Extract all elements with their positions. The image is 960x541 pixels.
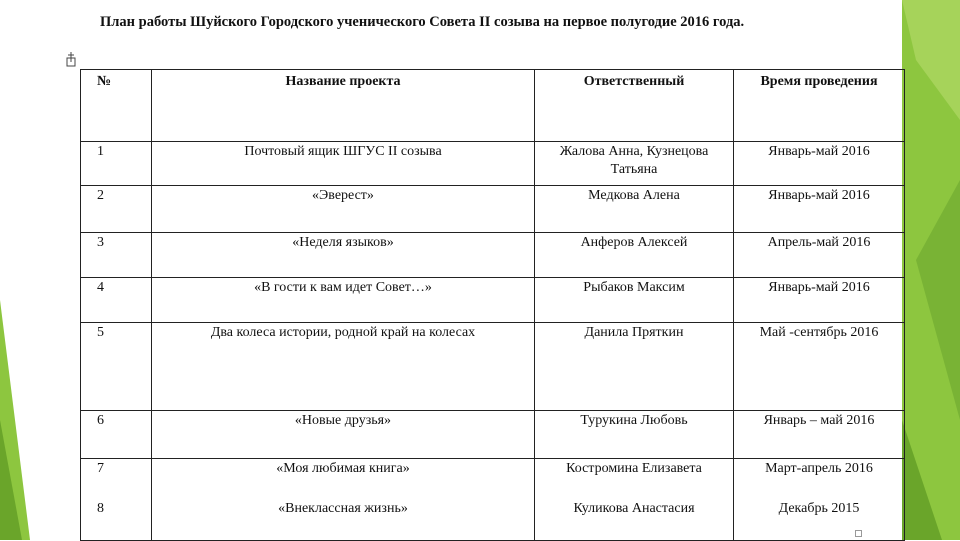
row-project-name: «Неделя языков» — [152, 233, 535, 278]
row-num: 8 — [97, 501, 104, 516]
table-row — [81, 323, 905, 411]
decorative-green-triangle — [0, 300, 34, 540]
row-time: Апрель-май 2016 — [734, 233, 905, 278]
table-row — [81, 278, 905, 323]
row-time: Март-апрель 2016 — [765, 461, 873, 476]
row-project-name-pair — [152, 459, 535, 541]
table-row — [81, 142, 905, 186]
header-num: № — [81, 70, 152, 142]
header-project-name: Название проекта — [152, 70, 535, 142]
row-responsible-pair — [535, 459, 734, 541]
row-responsible: Жалова Анна, Кузнецова Татьяна — [535, 142, 734, 186]
header-responsible: Ответственный — [535, 70, 734, 142]
row-time-pair — [734, 459, 905, 541]
document-title: План работы Шуйского Городского ученического Совета II созыва на первое полугодие 2016 года. — [100, 14, 745, 30]
row-project-name: Почтовый ящик ШГУС II созыва — [152, 142, 535, 186]
row-responsible: Костромина Елизавета — [566, 461, 702, 476]
row-responsible: Данила Пряткин — [535, 323, 734, 411]
row-time: Декабрь 2015 — [778, 501, 860, 516]
row-time: Январь-май 2016 — [734, 142, 905, 186]
plan-table — [80, 69, 905, 541]
row-responsible: Куликова Анастасия — [573, 501, 695, 516]
row-responsible: Рыбаков Максим — [535, 278, 734, 323]
table-row — [81, 411, 905, 459]
row-responsible: Турукина Любовь — [535, 411, 734, 459]
decorative-green-strip — [902, 0, 960, 540]
row-responsible: Анферов Алексей — [535, 233, 734, 278]
row-project-name: «Эверест» — [152, 186, 535, 233]
row-num: 4 — [81, 278, 152, 323]
row-num: 7 — [97, 461, 104, 476]
row-num-pair — [81, 459, 152, 541]
row-time: Январь-май 2016 — [734, 186, 905, 233]
row-num: 1 — [81, 142, 152, 186]
row-project-name: «В гости к вам идет Совет…» — [152, 278, 535, 323]
row-num: 5 — [81, 323, 152, 411]
table-row — [81, 459, 905, 541]
row-project-name: «Моя любимая книга» — [276, 461, 410, 476]
table-row — [81, 233, 905, 278]
table-row — [81, 186, 905, 233]
row-num: 2 — [81, 186, 152, 233]
row-time: Январь-май 2016 — [734, 278, 905, 323]
row-project-name: «Внеклассная жизнь» — [278, 501, 408, 516]
row-num: 3 — [81, 233, 152, 278]
row-num: 6 — [81, 411, 152, 459]
header-time: Время проведения — [734, 70, 905, 142]
row-time: Май -сентябрь 2016 — [734, 323, 905, 411]
row-responsible: Медкова Алена — [535, 186, 734, 233]
table-header-row — [81, 70, 905, 142]
row-project-name: Два колеса истории, родной край на колесах — [152, 323, 535, 411]
table-anchor-icon — [66, 52, 78, 68]
row-time: Январь – май 2016 — [734, 411, 905, 459]
row-project-name: «Новые друзья» — [152, 411, 535, 459]
resize-handle-icon — [855, 530, 862, 537]
